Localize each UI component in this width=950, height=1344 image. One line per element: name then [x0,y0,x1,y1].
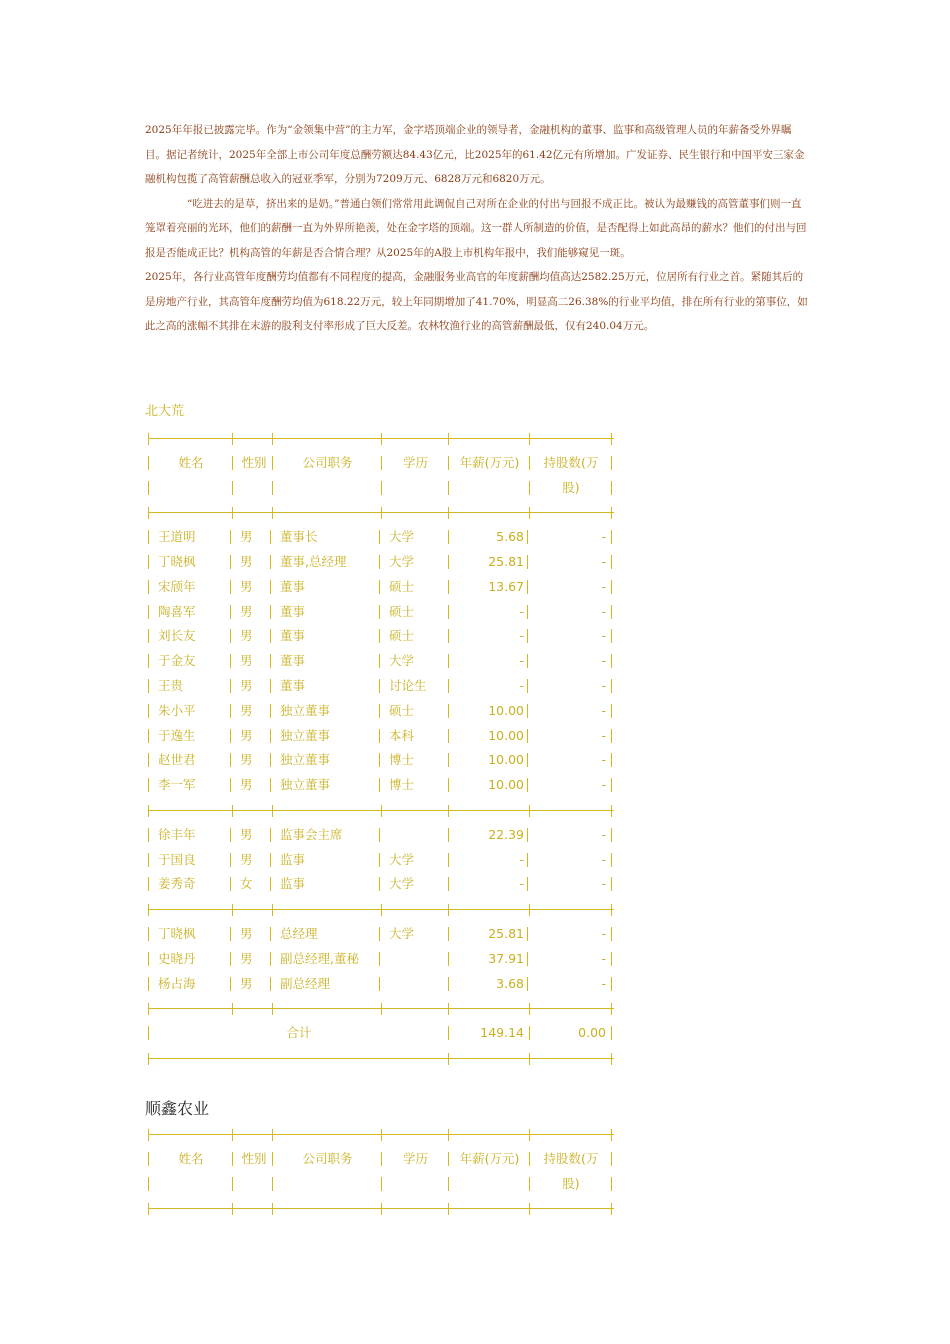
table-border [148,778,149,792]
cell-shares: - [601,628,606,644]
cell-education: 硕士 [389,628,415,644]
cell-position: 董事 [280,578,306,594]
header-name: 姓名 [178,454,204,470]
table-border [230,828,231,842]
table-border [148,481,149,495]
section-title-beidahuang: 北大荒 [145,404,185,419]
cell-salary: - [519,677,524,693]
table-rule [148,1046,614,1071]
table-border [148,977,149,991]
table-border [148,456,149,470]
cell-salary: 25.81 [488,553,524,569]
cell-position: 董事 [280,677,306,693]
header-education: 学历 [402,454,428,470]
table-border [270,629,271,643]
article-paragraph-2: “吃进去的是草，挤出来的是奶。”普通白领们常常用此调侃自己对所在企业的付出与回报不成正比。被认为最赚钱的高管董事们则一直笼罩着亮丽的光环，他们的薪酬一直为外界所艳羡，处在金字塔的顶端。这一群人所制造的价值，是否配得上如此高昂的薪水？他们的付出与回报是否能成正比？机构高管的年薪是否合情合理？从2025年的A股上市机构年报中，我们能够窥见一斑。 [145,197,807,259]
table-total-row [148,1021,614,1046]
cell-salary: 22.39 [488,826,524,842]
table-border [527,952,528,966]
cell-education: 硕士 [389,603,415,619]
table-border [611,729,612,743]
table-border [230,679,231,693]
table-border [230,853,231,867]
table-border [148,828,149,842]
cell-education: 大学 [389,876,415,892]
table-border [230,580,231,594]
table-border [448,481,449,495]
table-border [230,629,231,643]
table-border [270,778,271,792]
table-border [529,456,530,470]
table-rule [148,798,614,823]
table-border [527,654,528,668]
cell-shares: - [601,876,606,892]
table-border [611,977,612,991]
cell-name: 徐丰年 [158,826,196,842]
total-shares: 0.00 [578,1025,606,1041]
table-border [270,580,271,594]
table-row [148,600,614,625]
table-border [527,828,528,842]
cell-name: 丁晓枫 [158,925,196,941]
total-salary: 149.14 [480,1025,524,1041]
header-position: 公司职务 [302,1150,353,1166]
header-gender: 性别 [241,454,267,470]
header-shares-cont: 股) [562,1175,580,1191]
table-border [270,927,271,941]
cell-gender: 男 [240,975,253,991]
cell-salary: 3.68 [496,975,524,991]
table-border [230,704,231,718]
cell-shares: - [601,578,606,594]
table-border [230,555,231,569]
table-border [230,605,231,619]
cell-name: 宋颀年 [158,578,196,594]
cell-position: 董事 [280,603,306,619]
table-border [272,1152,273,1166]
table-row [148,748,614,773]
cell-education: 博士 [389,752,415,768]
cell-education: 本科 [389,727,415,743]
table-border [230,753,231,767]
cell-education: 大学 [389,653,415,669]
table-border [611,530,612,544]
table-row [148,649,614,674]
header-gender: 性别 [241,1150,267,1166]
cell-shares: - [601,553,606,569]
table-header-row [148,476,614,501]
table-border [527,877,528,891]
table-border [272,481,273,495]
table-border [230,729,231,743]
table-rule [148,1122,614,1147]
table-row [148,773,614,798]
table-border [448,1177,449,1191]
cell-gender: 男 [240,628,253,644]
cell-position: 副总经理 [280,975,331,991]
table-border [230,977,231,991]
cell-name: 王贵 [158,677,184,693]
table-border [529,1152,530,1166]
table-row [148,972,614,997]
cell-education: 大学 [389,925,415,941]
cell-salary: 10.00 [488,727,524,743]
table-border [270,753,271,767]
table-border [381,456,382,470]
cell-gender: 男 [240,553,253,569]
cell-gender: 男 [240,851,253,867]
table-border [381,481,382,495]
cell-name: 姜秀奇 [158,876,196,892]
cell-shares: - [601,925,606,941]
cell-salary: 25.81 [488,925,524,941]
table-border [611,580,612,594]
table-border [527,753,528,767]
article-paragraph-3: 2025年，各行业高管年度酬劳均值都有不同程度的提高，金融服务业高官的年度薪酬均值高达2582.25万元，位居所有行业之首。紧随其后的是房地产行业，其高管年度酬劳均值为618.22万元，较上年同期增加了41.70%，明显高二26.38%的行业平均值，排在所有行业的第事位，如此之高的涨幅不其排在末游的股利支付率形成了巨大反差。农林牧渔行业的高管薪酬最低，仅有240.04万元。 [145,271,808,332]
cell-salary: - [519,603,524,619]
section-title-shunxin: 顺鑫农业 [145,1099,210,1118]
table-row [148,575,614,600]
table-border [611,679,612,693]
table-border [611,952,612,966]
table-border [611,927,612,941]
table-border [611,877,612,891]
table-border [148,654,149,668]
table-header-row [148,1147,614,1172]
table-border [232,456,233,470]
cell-gender: 男 [240,727,253,743]
cell-position: 监事 [280,851,306,867]
table-row [148,674,614,699]
cell-education: 大学 [389,529,415,545]
table-row [148,624,614,649]
cell-shares: - [601,727,606,743]
cell-salary: 10.00 [488,702,524,718]
table-border [230,530,231,544]
table-border [381,1152,382,1166]
table-border [270,729,271,743]
table-border [148,629,149,643]
cell-shares: - [601,826,606,842]
table-border [448,456,449,470]
cell-position: 独立董事 [280,727,331,743]
cell-salary: - [519,876,524,892]
table-border [527,555,528,569]
table-row [148,848,614,873]
cell-position: 监事会主席 [280,826,343,842]
cell-shares: - [601,529,606,545]
cell-education: 博士 [389,777,415,793]
table-border [232,481,233,495]
table-border [611,456,612,470]
table-border [527,729,528,743]
table-border [527,605,528,619]
cell-position: 独立董事 [280,702,331,718]
table-border [270,877,271,891]
cell-position: 董事长 [280,529,318,545]
table-border [527,580,528,594]
table-border [230,952,231,966]
table-border [381,1177,382,1191]
table-border [232,1177,233,1191]
table-row [148,947,614,972]
cell-position: 独立董事 [280,777,331,793]
cell-gender: 男 [240,677,253,693]
table-border [148,605,149,619]
table-border [270,952,271,966]
cell-gender: 男 [240,826,253,842]
cell-position: 董事 [280,653,306,669]
cell-name: 丁晓枫 [158,553,196,569]
table-border [148,1177,149,1191]
table-header-row [148,1172,614,1197]
table-border [270,704,271,718]
table-border [230,778,231,792]
table-border [527,977,528,991]
table-border [527,927,528,941]
table-border [230,654,231,668]
table-border [527,679,528,693]
cell-shares: - [601,777,606,793]
article-paragraph-1: 2025年年报已披露完毕。作为“金领集中营”的主力军，金字塔顶端企业的领导者，金融机构的董事、监事和高级管理人员的年薪备受外界瞩目。据记者统计，2025年全部上市公司年度总酬劳额达84.43亿元，比2025年的61.42亿元有所增加。广发证券、民生银行和中国平安三家金融机构包揽了高管薪酬总收入的冠亚季军，分别为7209万元、6828万元和6820万元。 [145,124,805,185]
table-border [270,530,271,544]
table-border [148,1152,149,1166]
header-shares: 持股数(万 [543,1150,599,1166]
cell-shares: - [601,603,606,619]
cell-education: 大学 [389,851,415,867]
header-salary: 年薪(万元) [459,1150,520,1166]
cell-position: 董事 [280,628,306,644]
header-salary: 年薪(万元) [459,454,520,470]
header-education: 学历 [402,1150,428,1166]
cell-shares: - [601,677,606,693]
table-border [527,704,528,718]
table-border [611,605,612,619]
table-border [230,877,231,891]
cell-position: 董事,总经理 [280,553,347,569]
table-border [611,753,612,767]
table-border [611,1177,612,1191]
table-border [611,1152,612,1166]
cell-salary: - [519,851,524,867]
table-row [148,699,614,724]
table-border [272,456,273,470]
cell-salary: 10.00 [488,777,524,793]
table-border [527,629,528,643]
table-border [270,828,271,842]
table-row [148,724,614,749]
cell-shares: - [601,950,606,966]
cell-name: 赵世君 [158,752,196,768]
cell-salary: - [519,628,524,644]
cell-name: 李一军 [158,777,196,793]
cell-gender: 男 [240,529,253,545]
cell-gender: 男 [240,925,253,941]
table-header-row [148,451,614,476]
table-row [148,823,614,848]
table-border [148,927,149,941]
table-border [529,1177,530,1191]
table-border [527,853,528,867]
cell-name: 于逸生 [158,727,196,743]
table-border [611,853,612,867]
cell-position: 副总经理,董秘 [280,950,359,966]
table-border [148,1026,149,1040]
header-shares: 持股数(万 [543,454,599,470]
table-border [611,629,612,643]
table-border [148,679,149,693]
cell-salary: 5.68 [496,529,524,545]
table-row [148,525,614,550]
cell-gender: 男 [240,653,253,669]
table-border [611,654,612,668]
table-border [270,853,271,867]
cell-name: 于国良 [158,851,196,867]
table-border [527,530,528,544]
table-border [148,853,149,867]
cell-gender: 男 [240,702,253,718]
table-border [527,778,528,792]
table-row [148,872,614,897]
cell-education: 硕士 [389,578,415,594]
cell-gender: 女 [240,876,253,892]
table-border [270,654,271,668]
cell-salary: 37.91 [488,950,524,966]
table-border [611,481,612,495]
table-rule [148,1196,614,1221]
cell-name: 朱小平 [158,702,196,718]
salary-table-beidahuang [148,426,614,1071]
table-border [529,481,530,495]
cell-position: 独立董事 [280,752,331,768]
cell-name: 王道明 [158,529,196,545]
table-border [148,704,149,718]
table-border [448,1152,449,1166]
table-border [232,1152,233,1166]
cell-education: 讨论生 [389,677,427,693]
table-border [148,753,149,767]
cell-position: 监事 [280,876,306,892]
table-border [148,729,149,743]
table-border [270,555,271,569]
table-rule [148,426,614,451]
table-border [611,1026,612,1040]
salary-table-shunxin [148,1122,614,1221]
cell-position: 总经理 [280,925,318,941]
cell-shares: - [601,975,606,991]
cell-gender: 男 [240,752,253,768]
table-border [270,605,271,619]
total-label: 合计 [286,1025,312,1041]
cell-name: 于金友 [158,653,196,669]
cell-name: 陶喜军 [158,603,196,619]
table-border [272,1177,273,1191]
table-border [270,679,271,693]
header-position: 公司职务 [302,454,353,470]
cell-shares: - [601,653,606,669]
table-border [270,977,271,991]
table-border [230,927,231,941]
cell-name: 杨占海 [158,975,196,991]
cell-gender: 男 [240,578,253,594]
cell-gender: 男 [240,950,253,966]
table-border [148,877,149,891]
cell-salary: 10.00 [488,752,524,768]
cell-shares: - [601,752,606,768]
table-row [148,550,614,575]
cell-salary: 13.67 [488,578,524,594]
table-row [148,922,614,947]
table-rule [148,897,614,922]
cell-name: 刘长友 [158,628,196,644]
cell-gender: 男 [240,777,253,793]
table-rule [148,996,614,1021]
cell-shares: - [601,702,606,718]
cell-education: 硕士 [389,702,415,718]
article-body [145,118,810,339]
table-border [611,555,612,569]
table-border [148,530,149,544]
table-border [148,952,149,966]
table-border [611,778,612,792]
table-border [148,555,149,569]
table-border [611,704,612,718]
cell-shares: - [601,851,606,867]
header-name: 姓名 [178,1150,204,1166]
cell-salary: - [519,653,524,669]
table-border [148,580,149,594]
cell-name: 史晓丹 [158,950,196,966]
cell-education: 大学 [389,553,415,569]
header-shares-cont: 股) [562,479,580,495]
cell-gender: 男 [240,603,253,619]
table-rule [148,500,614,525]
table-border [611,828,612,842]
